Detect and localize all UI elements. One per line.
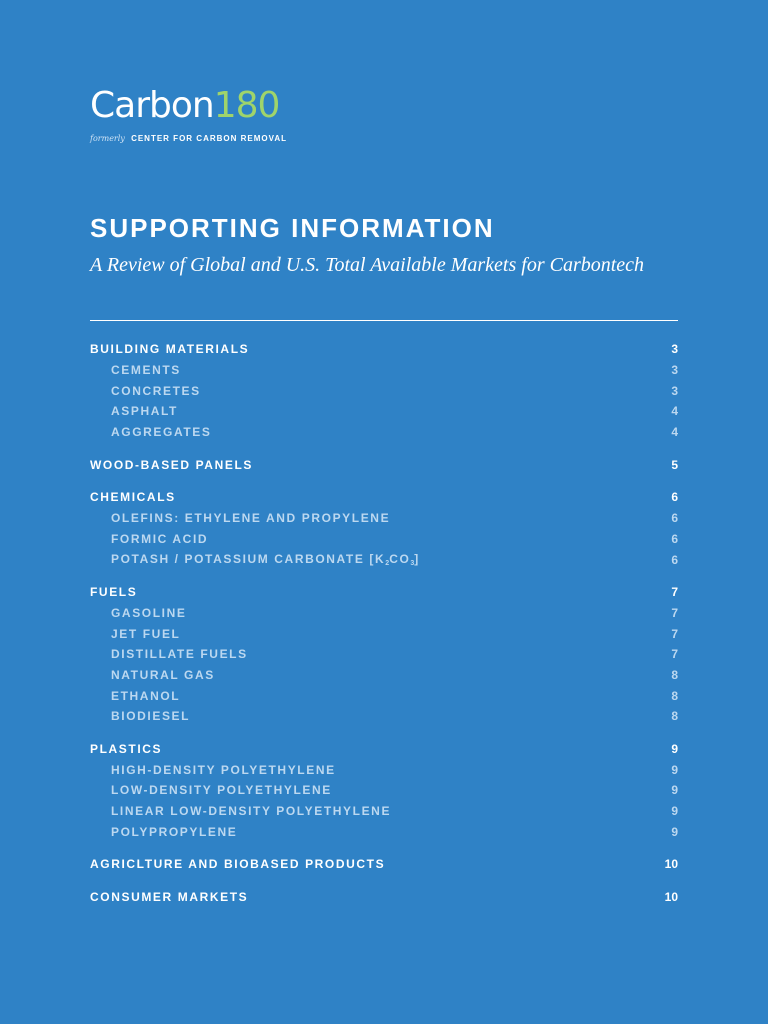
toc-page-number: 3 xyxy=(671,383,678,398)
table-of-contents xyxy=(90,339,678,920)
toc-page-number: 6 xyxy=(671,490,678,505)
toc-label: HIGH-DENSITY POLYETHYLENE xyxy=(111,762,336,777)
logo-carbon-text: Carbon xyxy=(90,85,214,126)
toc-page-number: 8 xyxy=(671,709,678,724)
toc-page-number: 6 xyxy=(671,531,678,546)
toc-page-number: 6 xyxy=(671,511,678,526)
toc-label: CEMENTS xyxy=(111,363,181,378)
toc-label: LINEAR LOW-DENSITY POLYETHYLENE xyxy=(111,804,392,819)
toc-entry-formic-acid[interactable] xyxy=(90,529,678,550)
subscript-3: 3 xyxy=(410,560,415,568)
toc-section-wood-based-panels xyxy=(90,454,678,475)
toc-entry-aggregates[interactable] xyxy=(90,422,678,443)
toc-page-number: 8 xyxy=(671,688,678,703)
toc-page-number: 7 xyxy=(671,605,678,620)
toc-entry-consumer-markets[interactable] xyxy=(90,887,678,908)
toc-label: ASPHALT xyxy=(111,404,178,419)
toc-entry-cements[interactable] xyxy=(90,360,678,381)
toc-entry-jet-fuel[interactable] xyxy=(90,623,678,644)
toc-entry-wood-based-panels[interactable] xyxy=(90,454,678,475)
toc-entry-building-materials[interactable] xyxy=(90,339,678,360)
carbon180-logo xyxy=(90,86,287,143)
toc-label: BIODIESEL xyxy=(111,709,191,724)
toc-entry-potash[interactable] xyxy=(90,549,678,570)
page-title: SUPPORTING INFORMATION xyxy=(90,213,495,243)
toc-section-plastics xyxy=(90,739,678,842)
toc-entry-asphalt[interactable] xyxy=(90,401,678,422)
toc-label: OLEFINS: ETHYLENE AND PROPYLENE xyxy=(111,511,391,526)
toc-entry-ldpe[interactable] xyxy=(90,780,678,801)
toc-page-number: 9 xyxy=(671,762,678,777)
toc-entry-gasoline[interactable] xyxy=(90,603,678,624)
toc-label-prefix: POTASH / POTASSIUM CARBONATE [K xyxy=(111,552,386,567)
toc-label: POLYPROPYLENE xyxy=(111,824,238,839)
toc-entry-biodiesel[interactable] xyxy=(90,706,678,727)
toc-entry-ethanol[interactable] xyxy=(90,685,678,706)
toc-label: JET FUEL xyxy=(111,626,181,641)
toc-page-number: 9 xyxy=(671,824,678,839)
toc-label-suffix: ] xyxy=(414,552,420,567)
toc-label: CHEMICALS xyxy=(90,490,176,505)
toc-entry-distillate-fuels[interactable] xyxy=(90,644,678,665)
toc-label-mid: CO xyxy=(389,552,411,567)
toc-label: FORMIC ACID xyxy=(111,531,209,546)
toc-label: LOW-DENSITY POLYETHYLENE xyxy=(111,783,332,798)
toc-entry-concretes[interactable] xyxy=(90,380,678,401)
toc-page-number: 6 xyxy=(671,552,678,567)
toc-page-number: 10 xyxy=(664,857,678,872)
toc-label: AGGREGATES xyxy=(111,425,212,440)
toc-label: GASOLINE xyxy=(111,605,187,620)
toc-entry-olefins[interactable] xyxy=(90,508,678,529)
logo-number-text: 180 xyxy=(213,85,280,126)
toc-page-number: 9 xyxy=(671,742,678,757)
toc-label: NATURAL GAS xyxy=(111,667,215,682)
toc-label: CONCRETES xyxy=(111,383,201,398)
toc-label: AGRICLTURE AND BIOBASED PRODUCTS xyxy=(90,857,386,872)
toc-page-number: 9 xyxy=(671,783,678,798)
divider xyxy=(90,320,678,321)
toc-entry-natural-gas[interactable] xyxy=(90,665,678,686)
toc-page-number: 7 xyxy=(671,647,678,662)
toc-page-number: 4 xyxy=(671,404,678,419)
logo-wordmark xyxy=(90,86,287,126)
toc-page-number: 3 xyxy=(671,342,678,357)
toc-entry-polypropylene[interactable] xyxy=(90,821,678,842)
toc-page-number: 7 xyxy=(671,626,678,641)
toc-label: DISTILLATE FUELS xyxy=(111,647,248,662)
toc-label xyxy=(111,552,420,567)
toc-entry-hdpe[interactable] xyxy=(90,759,678,780)
toc-page-number: 5 xyxy=(671,457,678,472)
toc-label: CONSUMER MARKETS xyxy=(90,890,249,905)
toc-entry-fuels[interactable] xyxy=(90,582,678,603)
toc-entry-chemicals[interactable] xyxy=(90,487,678,508)
toc-label: PLASTICS xyxy=(90,742,163,757)
toc-entry-lldpe[interactable] xyxy=(90,801,678,822)
toc-section-chemicals xyxy=(90,487,678,570)
toc-section-fuels xyxy=(90,582,678,727)
subscript-2: 2 xyxy=(385,560,390,568)
toc-page-number: 8 xyxy=(671,667,678,682)
toc-section-building-materials xyxy=(90,339,678,442)
logo-tagline xyxy=(90,134,287,143)
toc-entry-agriculture[interactable] xyxy=(90,854,678,875)
toc-label: BUILDING MATERIALS xyxy=(90,342,250,357)
toc-page-number: 4 xyxy=(671,425,678,440)
toc-page-number: 7 xyxy=(671,585,678,600)
toc-label: ETHANOL xyxy=(111,688,181,703)
toc-label: FUELS xyxy=(90,585,138,600)
toc-section-agriculture xyxy=(90,854,678,875)
logo-former-name: CENTER FOR CARBON REMOVAL xyxy=(131,134,288,143)
toc-page-number: 3 xyxy=(671,363,678,378)
toc-page-number: 9 xyxy=(671,804,678,819)
logo-formerly: formerly xyxy=(90,134,125,143)
page-subtitle: A Review of Global and U.S. Total Available Markets for Carbontech xyxy=(90,254,645,276)
toc-label: WOOD-BASED PANELS xyxy=(90,457,253,472)
toc-page-number: 10 xyxy=(664,890,678,905)
toc-entry-plastics[interactable] xyxy=(90,739,678,760)
toc-section-consumer-markets xyxy=(90,887,678,908)
